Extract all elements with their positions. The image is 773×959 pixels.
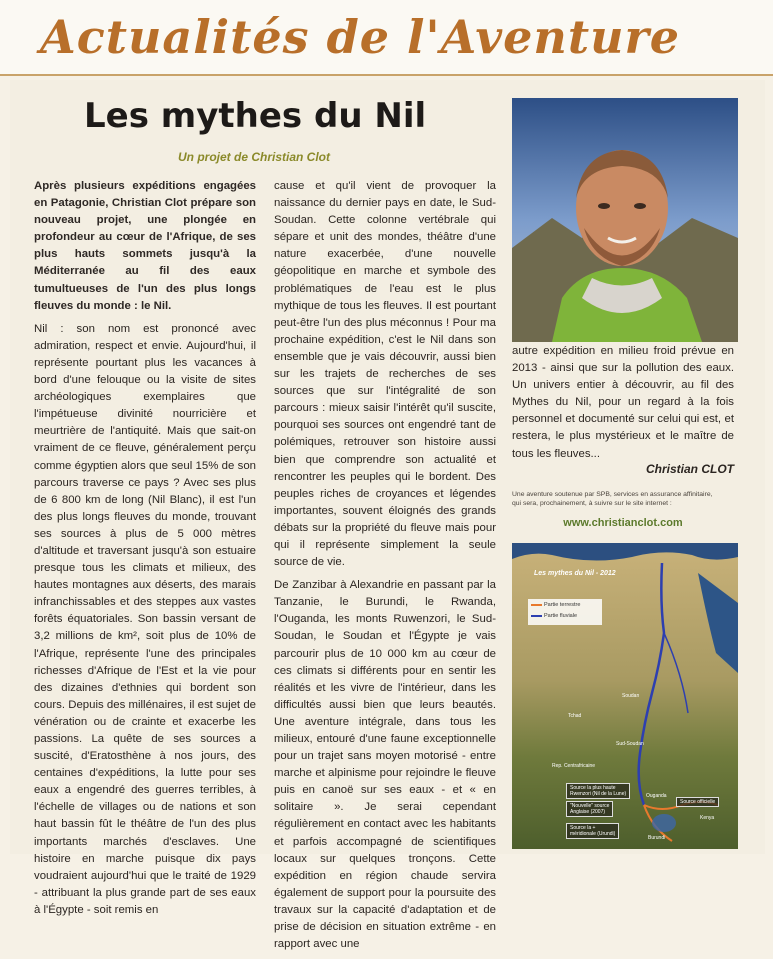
author-signature: Christian CLOT bbox=[645, 462, 734, 476]
website-link[interactable]: www.christianclot.com bbox=[563, 517, 683, 529]
map-callout bbox=[566, 801, 613, 817]
callout-line: Rwenzori (Nil de la Lune) bbox=[570, 791, 627, 797]
masthead bbox=[0, 0, 773, 76]
portrait-photo bbox=[512, 98, 738, 342]
map-label: Kenya bbox=[700, 815, 715, 821]
legend-swatch-icon bbox=[530, 599, 544, 625]
callout-line: Source la plus haute bbox=[570, 785, 616, 791]
masthead-title: Actualités de l'Aventure bbox=[40, 10, 681, 64]
body-paragraph: autre expédition en milieu froid prévue en 2013 - ainsi que sur la pollution des eaux. Un univers entier à découvrir, au fil des Mythes du Nil, pour un regard à la fois personnel et documenté sur celui qui est, et restera, le plus mystérieux et le maître de tous les fleuves... bbox=[512, 345, 734, 460]
map-legend bbox=[528, 599, 602, 625]
column-1 bbox=[34, 178, 256, 925]
column-2 bbox=[274, 178, 496, 959]
map-label: Burundi bbox=[648, 835, 666, 841]
column-3 bbox=[512, 343, 734, 469]
legend-item: Partie fluviale bbox=[544, 613, 578, 619]
map-callout bbox=[566, 783, 630, 799]
callout-line: Source la + bbox=[570, 825, 596, 831]
article-headline: Les mythes du Nil bbox=[84, 96, 427, 136]
callout-line: méridionale (Urundi) bbox=[570, 831, 616, 837]
map-title: Les mythes du Nil - 2012 bbox=[534, 570, 616, 577]
map-label: Tchad bbox=[568, 713, 582, 719]
portrait-photo-icon bbox=[512, 98, 738, 342]
map-callout bbox=[566, 823, 619, 839]
map-callout: Source officielle bbox=[676, 797, 719, 807]
body-paragraph: cause et qu'il vient de provoquer la naissance du dernier pays en date, le Sud-Soudan. Cette colonne vertébrale qui sépare et unit des mondes, théâtre d'une nature exacerbée, d'une nouvelle géopolitique en marche et symbole des problématiques de l'eau est le plus mythique de tous les fleuves. Il est pourtant peut-être l'un des plus méconnus ! Pour ma prochaine expédition, c'est le Nil dans son ensemble que je vais découvrir, aussi bien sur les trajets de recherches de ses sources que sur l'intégralité de son parcours : mieux saisir l'intérêt qu'il suscite, pourquoi ses sources ont engendré tant de polémiques, retrouver son histoire aussi bien que comprendre son actualité et rencontrer les peuples qui le bordent. Des peuples riches de croyances et légendes importantes, souvent éloignés des grands débats sur la propriété du fleuve mais pour qui il représente simplement la seule source de vie. bbox=[274, 180, 496, 569]
legend-item: Partie terrestre bbox=[544, 602, 581, 608]
callout-line: Anglaise (2007) bbox=[570, 809, 606, 815]
callout-line: "Nouvelle" source bbox=[570, 803, 610, 809]
map-label: Sud-Soudan bbox=[616, 741, 644, 747]
body-paragraph: De Zanzibar à Alexandrie en passant par la Tanzanie, le Burundi, le Rwanda, l'Ouganda, les monts Ruwenzori, le Sud-Soudan, le Soudan et l'Égypte je vais parcourir plus de 10 000 km au cœur de ces climats si différents pour en sentir les réalités et les vivre de l'intérieur, dans les difficultés aussi bien que leurs beautés. Une aventure intégrale, dans tous les milieux, entouré d'une faune exceptionnelle pour un trajet sans moyen motorisé - entre marche et alpinisme pour rejoindre le fleuve puis en canoë sur ses eaux - et « en solitaire ». Je serai cependant régulièrement en contact avec les habitants et parfois accompagné de scientifiques locaux sur quelques tronçons. Cette expédition en région chaude servira également de support pour la poursuite des travaux sur la capacité d'adaptation et de prise de décision en situation extrême - en rapport avec une bbox=[274, 579, 496, 951]
intro-paragraph: Après plusieurs expéditions engagées en Patagonie, Christian Clot prépare son nouveau projet, une plongée en profondeur au cœur de l'Afrique, de ses plus hauts sommets jusqu'à la Méditerranée au fil des eaux tumultueuses de l'un des plus longs fleuves du monde : le Nil. bbox=[34, 180, 256, 312]
sponsor-note bbox=[512, 490, 742, 508]
map-label: Rep. Centrafricaine bbox=[552, 763, 596, 769]
map-label: Ouganda bbox=[646, 793, 667, 799]
map-label: Soudan bbox=[622, 693, 640, 699]
nile-map bbox=[512, 543, 738, 849]
body-paragraph: Nil : son nom est prononcé avec admiration, respect et envie. Aujourd'hui, il représente pourtant plus les vacances à bord d'une felouque ou la visite de sites archéologiques exemplaires que l'impétueuse divinité nourricière et meurtrière de l'antiquité. Mais que sait-on vraiment de ce fleuve, généralement perçu comme égyptien alors que seul 15% de son parcours traverse ce pays ? Avec ses plus de 6 800 km de long (Nil Blanc), il est l'un des plus longs fleuves du monde, trouvant ses sources à plus de 5 000 mètres d'altitude et traversant jusqu'à son estuaire presque tous les climats et milieux, des hautes montagnes aux déserts, des marais infranchissables et des steppes aux vastes forêts équatoriales. Son bassin versant de 3,2 millions de km², soit plus de 10% de l'Afrique, représente l'une des principales richesses d'Afrique de l'Est et la vie pour des dizaines d'ethnies qui bordent son cours. Depuis des millénaires, il est sujet de vénération ou de crainte et exacerbe les passions. La quête de ses sources a suscité, d'Eratosthène à nos jours, des centaines d'expéditions, la lutte pour ses eaux a engendré des guerres terribles, à l'échelle de villages ou de nations et son haut bassin fût le théâtre de l'un des plus importants marchés d'esclaves. Une histoire en marche puisque dix pays voudraient aujourd'hui que le traité de 1929 - attribuant la plus grande part de ses eaux à l'Égypte - soit remis en bbox=[34, 322, 256, 916]
article-byline: Un projet de Christian Clot bbox=[178, 150, 331, 164]
sponsor-line: Une aventure soutenue par SPB, services en assurance affinitaire, bbox=[512, 491, 713, 498]
sponsor-line: qui sera, prochainement, à suivre sur le site internet : bbox=[512, 500, 672, 507]
